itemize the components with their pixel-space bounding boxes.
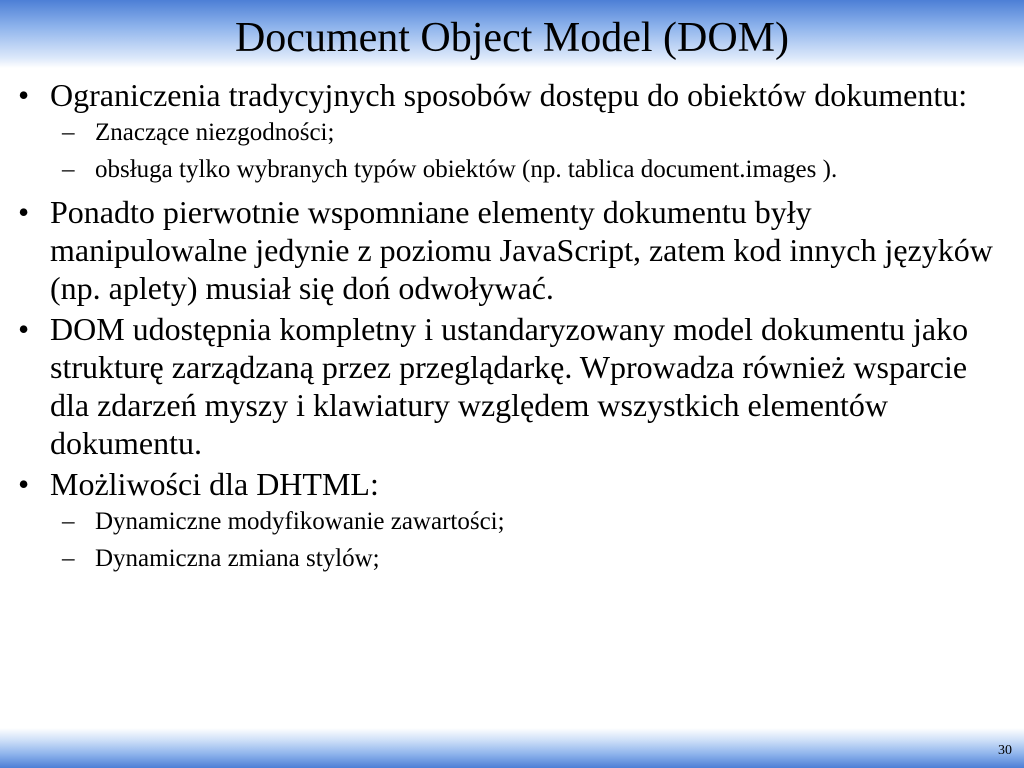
dash-marker: – bbox=[62, 119, 75, 146]
sub-bullet-item-1-1 bbox=[0, 119, 1024, 147]
bullet-marker: • bbox=[18, 194, 30, 230]
bullet-item-3 bbox=[0, 310, 1024, 462]
page-number: 30 bbox=[998, 743, 1012, 758]
bullet-item-1 bbox=[0, 76, 1024, 114]
sub-bullet-text: Dynamiczne modyfikowanie zawartości; bbox=[95, 508, 505, 535]
bullet-marker: • bbox=[18, 77, 30, 113]
sub-bullet-text: obsługa tylko wybranych typów obiektów (np. tablica document.images ). bbox=[95, 156, 838, 183]
bullet-marker: • bbox=[18, 311, 30, 347]
sub-bullet-item-1-2 bbox=[0, 156, 1024, 184]
footer-bar bbox=[0, 728, 1024, 768]
sub-bullet-text: Dynamiczna zmiana stylów; bbox=[95, 545, 380, 572]
dash-marker: – bbox=[62, 508, 75, 535]
bullet-text: DOM udostępnia kompletny i ustandaryzowany model dokumentu jako strukturę zarządzaną przez przeglądarkę. Wprowadza również wsparcie dla zdarzeń myszy i klawiatury względem wszystkich elementów dokumentu. bbox=[50, 311, 969, 461]
sub-bullet-text: Znaczące niezgodności; bbox=[95, 119, 335, 146]
sub-bullet-item-4-1 bbox=[0, 508, 1024, 536]
bullet-item-2 bbox=[0, 193, 1024, 307]
sub-bullet-item-4-2 bbox=[0, 545, 1024, 573]
bullet-marker: • bbox=[18, 466, 30, 502]
dash-marker: – bbox=[62, 156, 75, 183]
bullet-item-4 bbox=[0, 465, 1024, 503]
slide-title: Document Object Model (DOM) bbox=[234, 15, 790, 61]
slide-content bbox=[0, 76, 1024, 582]
dash-marker: – bbox=[62, 545, 75, 572]
bullet-text: Ograniczenia tradycyjnych sposobów dostępu do obiektów dokumentu: bbox=[50, 77, 968, 113]
bullet-text: Możliwości dla DHTML: bbox=[50, 466, 379, 502]
bullet-text: Ponadto pierwotnie wspomniane elementy dokumentu były manipulowalne jedynie z poziomu JavaScript, zatem kod innych języków (np. aplety) musiał się doń odwoływać. bbox=[50, 194, 993, 306]
